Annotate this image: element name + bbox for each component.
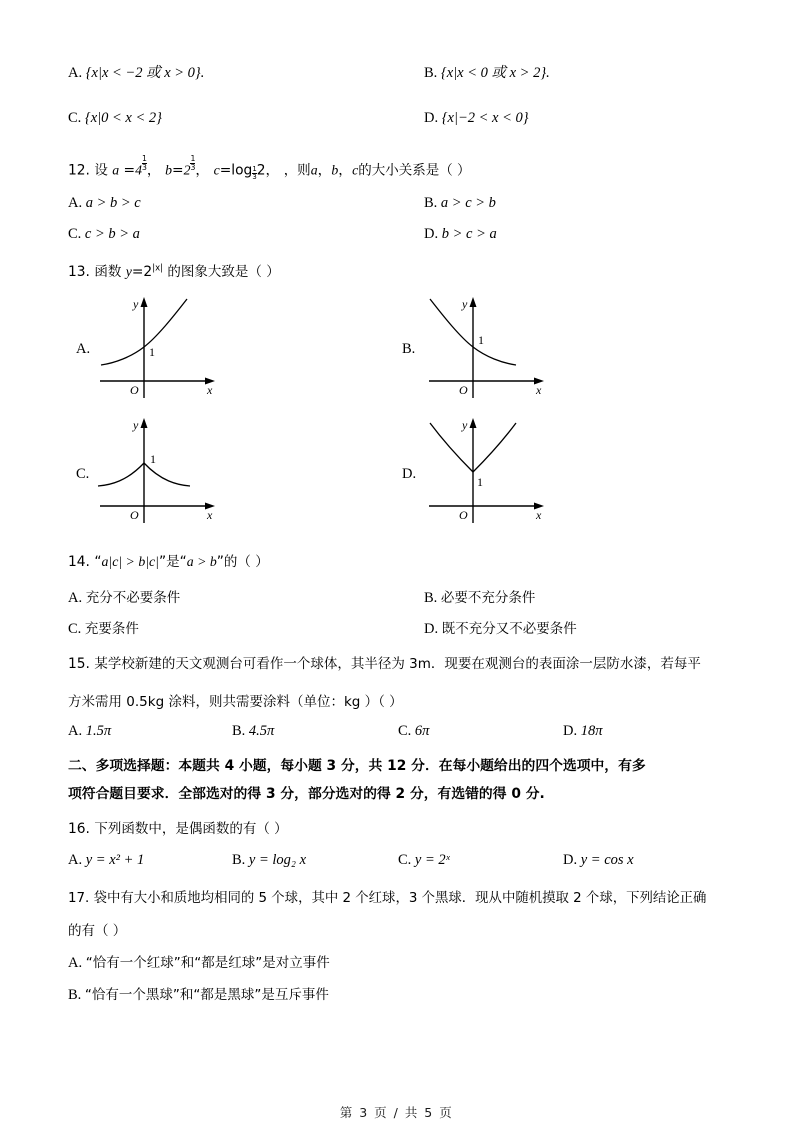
- svg-text:x: x: [536, 383, 542, 397]
- q12-expr-c: c: [213, 162, 220, 178]
- q13-graph-b-label: B.: [402, 341, 416, 357]
- q12-stem-text-3: 的大小关系是（ ）: [358, 162, 471, 179]
- q16-option-d-text: y = cos x: [580, 852, 634, 868]
- q13-graph-d-label: D.: [402, 466, 417, 482]
- svg-text:x: x: [536, 508, 542, 522]
- q12-var-b: b: [331, 162, 339, 178]
- q14-quote-close-2: ”: [216, 554, 224, 570]
- q13-graph-c-svg: [95, 415, 225, 527]
- q11-option-d: [424, 108, 529, 130]
- q13-graph-a-label: A.: [76, 341, 91, 357]
- q11-option-a-expr: {x|x < −2 或 x > 0}.: [85, 65, 205, 81]
- q13-eq: =: [131, 264, 144, 280]
- q14-cond-left: a|c| > b|c|: [101, 554, 159, 569]
- q12-eq-2: =: [172, 162, 184, 179]
- q12-option-c-letter: C.: [68, 226, 82, 242]
- q14-cond-mid: 是: [166, 554, 180, 570]
- q12-log-arg: 2: [256, 162, 266, 179]
- q11-option-d-expr: {x|−2 < x < 0}: [441, 110, 529, 126]
- q12-option-a-letter: A.: [68, 195, 83, 211]
- q15-option-b-text: 4.5π: [248, 723, 275, 739]
- q12-stem: [68, 155, 471, 182]
- q12-option-b-text: a > c > b: [440, 195, 496, 211]
- q12-sep-1: ，: [317, 162, 332, 179]
- q13-stem-prefix: 函数: [94, 264, 122, 280]
- svg-text:1: 1: [149, 345, 155, 359]
- q12-option-c: [68, 224, 140, 246]
- q13-graph-c: [95, 415, 225, 527]
- q13-graph-a: [95, 290, 225, 402]
- q14-option-c: [68, 619, 139, 641]
- svg-text:1: 1: [477, 475, 483, 489]
- q14-option-b-text: 必要不充分条件: [440, 590, 536, 606]
- svg-text:O: O: [459, 383, 468, 397]
- q14-quote-open-1: “: [94, 554, 102, 570]
- q16-option-c: [398, 850, 450, 872]
- q14-stem: [68, 551, 269, 573]
- svg-text:y: y: [462, 418, 468, 432]
- q13-graph-c-label: C.: [76, 466, 90, 482]
- q14-option-c-text: 充要条件: [84, 621, 139, 637]
- q16-option-a: [68, 850, 144, 872]
- q17-option-b-letter: B.: [68, 987, 82, 1003]
- q14-cond-right: a > b: [186, 554, 217, 569]
- q11-option-d-letter: D.: [424, 110, 439, 126]
- q11-option-b-expr: {x|x < 0 或 x > 2}.: [440, 65, 550, 81]
- q11-option-c: [68, 108, 162, 130]
- q15-option-a-letter: A.: [68, 723, 83, 739]
- q17-option-b: [68, 985, 329, 1007]
- q15-option-a-text: 1.5π: [85, 723, 112, 739]
- q15-option-b: [232, 721, 274, 743]
- q14-option-d: [424, 619, 577, 641]
- q16-stem-text: 下列函数中，是偶函数的有（ ）: [94, 821, 288, 837]
- q12-option-d: [424, 224, 497, 246]
- q12-option-a-text: a > b > c: [85, 195, 141, 211]
- q15-option-b-letter: B.: [232, 723, 246, 739]
- q14-quote-open-2: “: [179, 554, 187, 570]
- svg-text:x: x: [207, 383, 213, 397]
- q15-stem-line2: [68, 692, 403, 713]
- q13-func-base: 2: [143, 264, 153, 280]
- page-footer: 第 3 页 / 共 5 页: [339, 1105, 454, 1120]
- q15-option-c-text: 6π: [414, 723, 430, 739]
- q12-option-d-text: b > c > a: [441, 226, 497, 242]
- q15-line1: 某学校新建的天文观测台可看作一个球体，其半径为 3m．现要在观测台的表面涂一层防水漆，若每平: [94, 656, 701, 672]
- q17-number: 17.: [68, 891, 90, 906]
- q15-option-c: [398, 721, 429, 743]
- q14-option-a-text: 充分不必要条件: [85, 590, 181, 606]
- q14-option-c-letter: C.: [68, 621, 82, 637]
- q17-line1: 袋中有大小和质地均相同的 5 个球，其中 2 个红球，3 个黑球．现从中随机摸取 2 个球，下列结论正确: [93, 891, 707, 906]
- q12-base-b: 2: [183, 162, 191, 178]
- q12-eq-1: =: [123, 162, 136, 179]
- q16-option-c-letter: C.: [398, 852, 412, 868]
- q12-option-c-text: c > b > a: [84, 226, 140, 242]
- q14-option-d-text: 既不充分又不必要条件: [441, 621, 577, 637]
- svg-text:O: O: [130, 508, 139, 522]
- q15-option-d-letter: D.: [563, 723, 578, 739]
- q12-comma-3: ，: [265, 162, 280, 179]
- q15-option-d-text: 18π: [580, 723, 603, 739]
- q15-option-d: [563, 721, 603, 743]
- svg-text:1: 1: [478, 333, 484, 347]
- q11-option-c-expr: {x|0 < x < 2}: [84, 110, 162, 126]
- q16-option-b-text: y = log₂ x: [248, 852, 307, 868]
- q14-option-b: [424, 588, 535, 610]
- q16-option-a-letter: A.: [68, 852, 83, 868]
- q13-stem-suffix: 的图象大致是（ ）: [167, 264, 280, 280]
- svg-text:O: O: [130, 383, 139, 397]
- q16-option-d: [563, 850, 634, 872]
- q13-graph-d: [424, 415, 554, 527]
- q13-stem: [68, 261, 280, 283]
- q13-graph-d-svg: [424, 415, 554, 527]
- q16-option-c-text: y = 2ˣ: [414, 852, 450, 868]
- q12-log: log: [231, 162, 253, 179]
- svg-text:O: O: [459, 508, 468, 522]
- q15-number: 15.: [68, 656, 90, 672]
- q12-expr-b: b: [165, 162, 173, 178]
- q11-option-a: [68, 63, 204, 85]
- q12-expr-a: a: [112, 162, 120, 178]
- q14-number: 14.: [68, 554, 90, 570]
- q13-number: 13.: [68, 264, 90, 280]
- q17-line2: 的有（ ）: [68, 923, 127, 939]
- q12-sep-2: ，: [338, 162, 353, 179]
- q13-func-y: y: [125, 264, 132, 279]
- q13-func-exp: |x|: [152, 263, 164, 274]
- q13-graph-a-svg: [95, 290, 225, 402]
- q16-option-d-letter: D.: [563, 852, 578, 868]
- section2-line1: 二、多项选择题：本题共 4 小题，每小题 3 分，共 12 分．在每小题给出的四个选项中，有多: [68, 758, 646, 774]
- q11-option-a-letter: A.: [68, 65, 83, 81]
- q16-option-b: [232, 850, 306, 872]
- q14-quote-close-1: ”: [158, 554, 167, 570]
- q12-option-b: [424, 193, 496, 215]
- q17-option-b-text: “恰有一个黑球”和“都是黑球”是互斥事件: [84, 987, 329, 1003]
- q12-var-c: c: [352, 162, 359, 178]
- q16-option-a-text: y = x² + 1: [85, 852, 145, 868]
- q12-option-d-letter: D.: [424, 226, 439, 242]
- q14-option-d-letter: D.: [424, 621, 439, 637]
- q11-option-c-letter: C.: [68, 110, 82, 126]
- q17-option-a-text: “恰有一个红球”和“都是红球”是对立事件: [85, 955, 330, 971]
- svg-text:y: y: [462, 297, 468, 311]
- q12-stem-text-1: 设: [94, 162, 108, 179]
- svg-text:x: x: [207, 508, 213, 522]
- q12-number: 12.: [68, 162, 90, 179]
- q17-option-a: [68, 953, 330, 975]
- q14-option-b-letter: B.: [424, 590, 438, 606]
- q12-eq-3: =: [219, 162, 232, 179]
- q12-exp-b: $\frac{1}{3}$: [190, 154, 196, 173]
- q12-stem-text-2: ，则: [283, 162, 311, 179]
- q16-stem: [68, 819, 288, 840]
- q12-base-a: 4: [135, 162, 142, 178]
- q15-stem-line1: [68, 654, 701, 675]
- q11-option-b-letter: B.: [424, 65, 438, 81]
- q14-option-a: [68, 588, 180, 610]
- q14-stem-suffix: 的（ ）: [223, 554, 269, 570]
- q17-option-a-letter: A.: [68, 955, 83, 971]
- q15-option-c-letter: C.: [398, 723, 412, 739]
- q12-option-b-letter: B.: [424, 195, 438, 211]
- svg-text:y: y: [133, 418, 139, 432]
- q13-graph-b: [424, 290, 554, 402]
- q11-option-b: [424, 63, 550, 85]
- q12-comma-1: ，: [146, 162, 161, 179]
- svg-text:y: y: [133, 297, 139, 311]
- q15-line2: 方米需用 0.5kg 涂料，则共需要涂料（单位：kg ）（ ）: [68, 694, 403, 710]
- q12-exp-a: $\frac{1}{3}$: [142, 154, 147, 173]
- svg-text:1: 1: [150, 452, 156, 466]
- q12-log-base: $\frac{1}{3}$: [252, 165, 257, 182]
- section2-line2: 项符合题目要求．全部选对的得 3 分，部分选对的得 2 分，有选错的得 0 分.: [68, 785, 545, 802]
- q16-option-b-letter: B.: [232, 852, 246, 868]
- q17-stem-line1: [68, 889, 706, 910]
- q15-option-a: [68, 721, 111, 743]
- q13-graph-b-svg: [424, 290, 554, 402]
- q17-stem-line2: [68, 921, 126, 942]
- q12-var-a: a: [310, 162, 318, 178]
- section2-heading: [68, 753, 732, 808]
- q12-comma-2: ，: [195, 162, 210, 179]
- q14-option-a-letter: A.: [68, 590, 83, 606]
- q16-number: 16.: [68, 821, 90, 837]
- q12-option-a: [68, 193, 141, 215]
